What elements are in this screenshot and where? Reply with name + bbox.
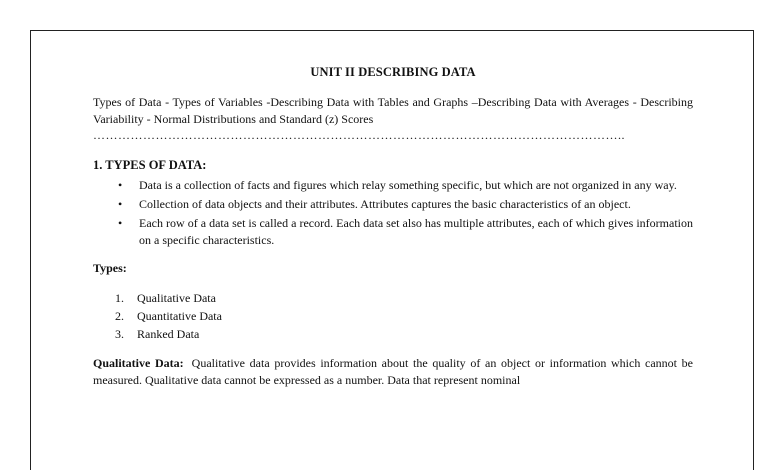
list-number: 1. xyxy=(115,291,124,305)
list-number: 2. xyxy=(115,309,124,323)
bullet-text: Data is a collection of facts and figures which relay something specific, but which are not organized in any way. xyxy=(139,178,677,192)
document-content xyxy=(93,65,693,389)
list-number: 3. xyxy=(115,327,124,341)
types-list xyxy=(93,289,693,343)
bullet-text: Each row of a data set is called a record. Each data set also has multiple attributes, each of which gives information on a specific characteristics. xyxy=(139,216,693,247)
qualitative-data-lead: Qualitative Data: xyxy=(93,356,184,370)
bullet-icon: • xyxy=(118,178,123,192)
page-title: UNIT II DESCRIBING DATA xyxy=(310,65,476,79)
bullet-icon: • xyxy=(118,216,123,230)
qualitative-data-paragraph xyxy=(93,355,693,389)
bullet-icon: • xyxy=(118,197,123,211)
list-item-label: Ranked Data xyxy=(137,327,200,341)
list-item xyxy=(118,215,693,249)
list-item xyxy=(93,307,693,325)
types-heading: Types: xyxy=(93,261,127,275)
document-page xyxy=(30,30,754,470)
bullet-text: Collection of data objects and their attributes. Attributes captures the basic characteristics of an object. xyxy=(139,197,631,211)
intro-paragraph: Types of Data - Types of Variables -Describing Data with Tables and Graphs –Describing Data with Averages - Describing Variability - Normal Distributions and Standard (z) Scores xyxy=(93,95,693,126)
list-item xyxy=(118,196,693,213)
list-item xyxy=(93,325,693,343)
list-item-label: Quantitative Data xyxy=(137,309,222,323)
section-heading-types-of-data: 1. TYPES OF DATA: xyxy=(93,158,207,172)
list-item xyxy=(118,177,693,194)
list-item xyxy=(93,289,693,307)
bullet-list xyxy=(93,177,693,249)
list-item-label: Qualitative Data xyxy=(137,291,216,305)
dotted-separator: ……………………………………………………………………………………………………………….. xyxy=(93,129,625,141)
qualitative-data-text: Qualitative data provides information about the quality of an object or information which cannot be measured. Qualitative data cannot be expressed as a number. Data that represent nominal xyxy=(93,356,693,387)
